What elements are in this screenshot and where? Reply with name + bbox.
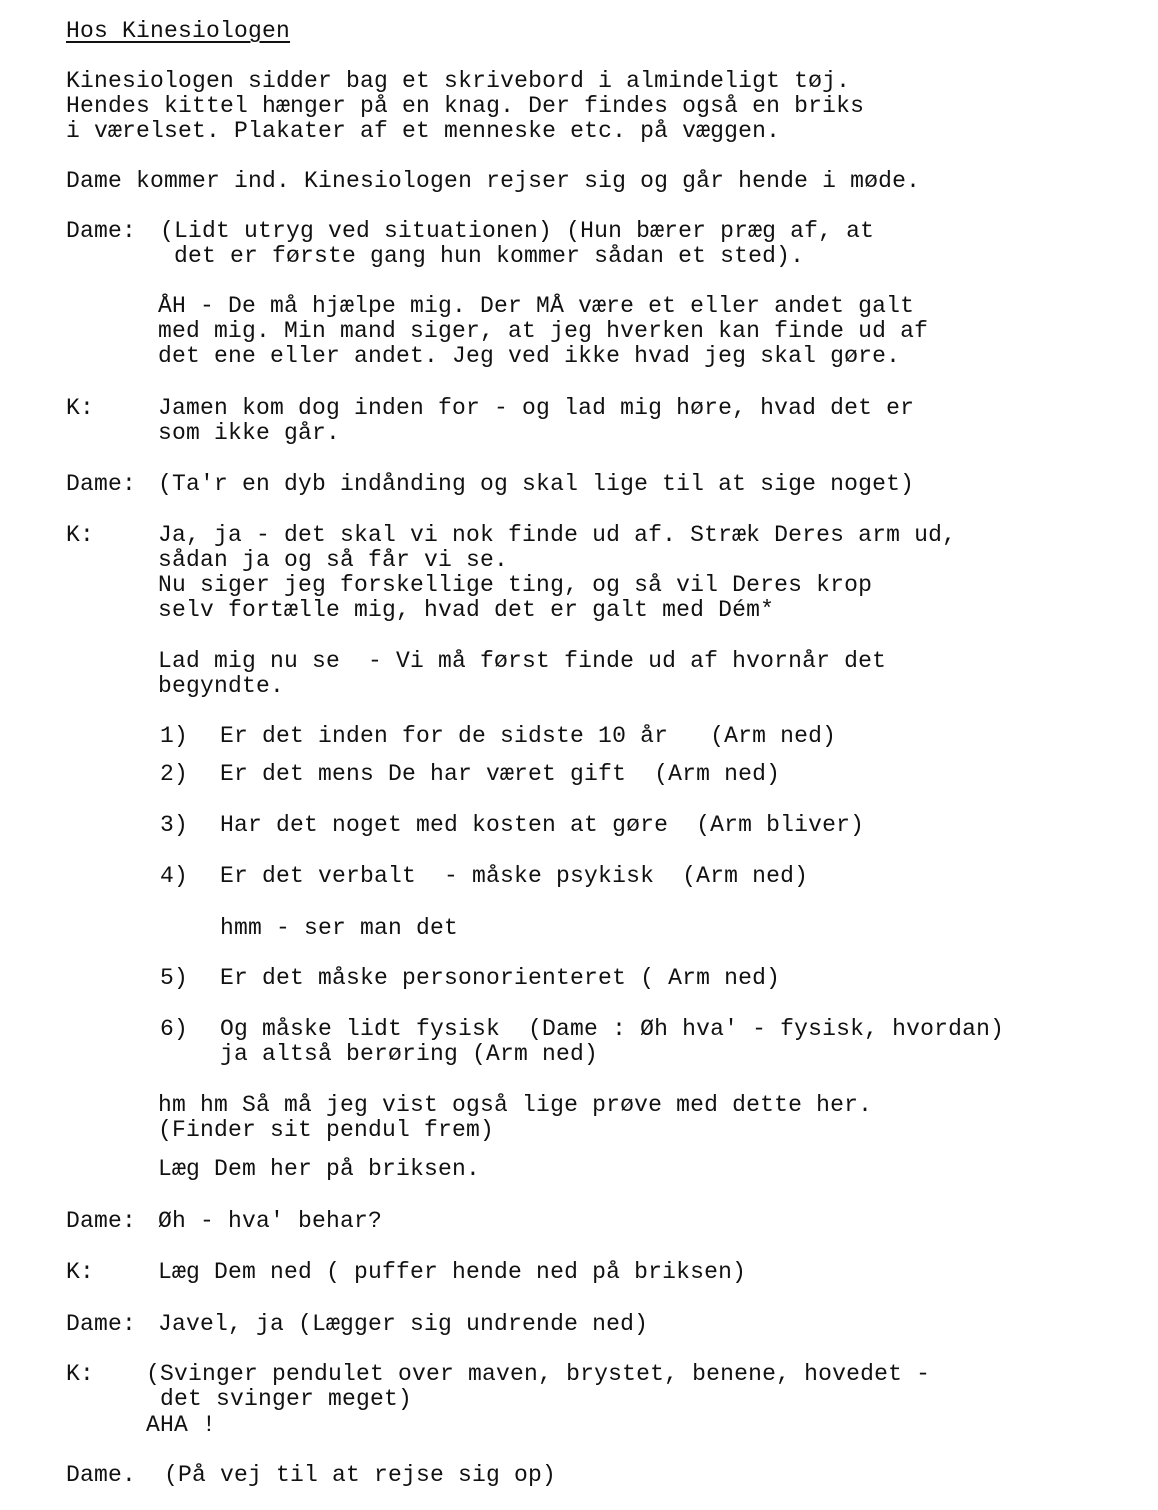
list-number: 1)	[160, 723, 189, 749]
dialogue-line: (Finder sit pendul frem)	[158, 1117, 495, 1143]
dialogue-line: selv fortælle mig, hvad det er galt med Dém*	[158, 597, 775, 623]
dialogue-line: Nu siger jeg forskellige ting, og så vil Deres krop	[158, 572, 873, 598]
dialogue-line: det svinger meget)	[146, 1386, 413, 1412]
list-item: Er det mens De har været gift (Arm ned)	[220, 761, 781, 787]
list-number: 2)	[160, 761, 189, 787]
speaker-label: Dame:	[66, 1208, 137, 1234]
dialogue-line: AHA !	[146, 1412, 217, 1438]
list-item: hmm - ser man det	[220, 915, 459, 941]
intro-line: Kinesiologen sidder bag et skrivebord i almindeligt tøj.	[66, 68, 851, 94]
list-item: Er det måske personorienteret ( Arm ned)	[220, 965, 781, 991]
speaker-label: Dame:	[66, 1311, 137, 1337]
dialogue-line: Jamen kom dog inden for - og lad mig høre, hvad det er	[158, 395, 915, 421]
dialogue-line: Lad mig nu se - Vi må først finde ud af hvornår det	[158, 648, 887, 674]
speaker-label: Dame:	[66, 218, 137, 244]
speaker-label: K:	[66, 1361, 95, 1387]
speaker-label: K:	[66, 1259, 95, 1285]
intro-line: Hendes kittel hænger på en knag. Der findes også en briks	[66, 93, 865, 119]
speaker-label: Dame:	[66, 471, 137, 497]
dialogue-line: (Svinger pendulet over maven, brystet, benene, hovedet -	[146, 1361, 931, 1387]
dialogue-line: Ja, ja - det skal vi nok finde ud af. Stræk Deres arm ud,	[158, 522, 957, 548]
list-item: ja altså berøring (Arm ned)	[220, 1041, 599, 1067]
dialogue-line: (På vej til at rejse sig op)	[164, 1462, 557, 1488]
intro-line: i værelset. Plakater af et menneske etc. på væggen.	[66, 118, 781, 144]
list-item: Og måske lidt fysisk (Dame : Øh hva' - fysisk, hvordan)	[220, 1016, 1005, 1042]
list-number: 3)	[160, 812, 189, 838]
list-item: Er det verbalt - måske psykisk (Arm ned)	[220, 863, 809, 889]
dialogue-line: (Ta'r en dyb indånding og skal lige til at sige noget)	[158, 471, 915, 497]
page-title: Hos Kinesiologen	[66, 18, 291, 44]
dialogue-line: med mig. Min mand siger, at jeg hverken kan finde ud af	[158, 318, 929, 344]
list-item: Har det noget med kosten at gøre (Arm bliver)	[220, 812, 865, 838]
dialogue-line: ÅH - De må hjælpe mig. Der MÅ være et eller andet galt	[158, 293, 915, 319]
dialogue-line: hm hm Så må jeg vist også lige prøve med dette her.	[158, 1092, 873, 1118]
list-item: Er det inden for de sidste 10 år (Arm ned)	[220, 723, 837, 749]
dialogue-line: Læg Dem ned ( puffer hende ned på briksen)	[158, 1259, 747, 1285]
dialogue-line: det ene eller andet. Jeg ved ikke hvad jeg skal gøre.	[158, 343, 901, 369]
dialogue-line: det er første gang hun kommer sådan et sted).	[160, 243, 805, 269]
dialogue-line: sådan ja og så får vi se.	[158, 547, 509, 573]
list-number: 6)	[160, 1016, 189, 1042]
dialogue-line: som ikke går.	[158, 420, 341, 446]
dialogue-line: (Lidt utryg ved situationen) (Hun bærer præg af, at	[160, 218, 875, 244]
stage-direction: Dame kommer ind. Kinesiologen rejser sig og går hende i møde.	[66, 168, 921, 194]
dialogue-line: begyndte.	[158, 673, 285, 699]
list-number: 5)	[160, 965, 189, 991]
dialogue-line: Øh - hva' behar?	[158, 1208, 383, 1234]
dialogue-line: Javel, ja (Lægger sig undrende ned)	[158, 1311, 649, 1337]
speaker-label: Dame.	[66, 1462, 137, 1488]
speaker-label: K:	[66, 395, 95, 421]
dialogue-line: Læg Dem her på briksen.	[158, 1156, 481, 1182]
list-number: 4)	[160, 863, 189, 889]
speaker-label: K:	[66, 522, 95, 548]
